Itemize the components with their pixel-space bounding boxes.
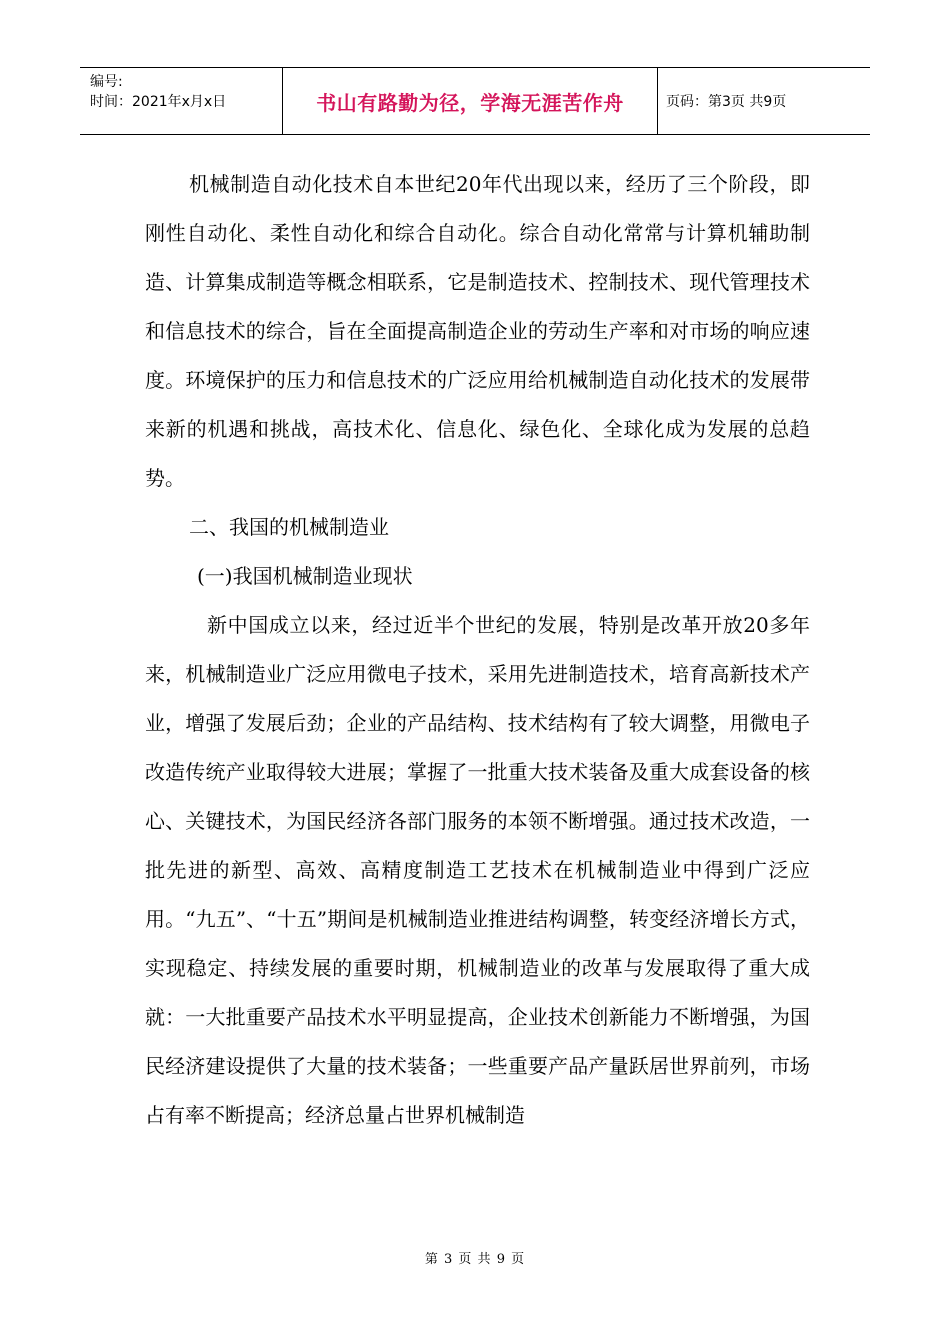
body-paragraph: 新中国成立以来，经过近半个世纪的发展，特别是改革开放20多年来，机械制造业广泛应用微电子技术，采用先进制造技术，培育高新技术产业，增强了发展后劲；企业的产品结构、技术结构有了较大调整，用微电子改造传统产业取得较大进展；掌握了一批重大技术装备及重大成套设备的核心、关键技术，为国民经济各部门服务的本领不断增强。通过技术改造，一批先进的新型、高效、高精度制造工艺技术在机械制造业中得到广泛应用。“九五”、“十五”期间是机械制造业推进结构调整，转变经济增长方式，实现稳定、持续发展的重要时期，机械制造业的改革与发展取得了重大成就：一大批重要产品技术水平明显提高，企业技术创新能力不断增强，为国民经济建设提供了大量的技术装备；一些重要产品产量跃居世界前列，市场占有率不断提高；经济总量占世界机械制造 — [145, 613, 810, 1127]
page-footer: 第 3 页 共 9 页 — [424, 1252, 526, 1267]
subsection-heading: (一)我国机械制造业现状 — [197, 564, 413, 588]
header-meta — [80, 68, 283, 134]
document-number-label: 编号: — [90, 74, 123, 90]
page-header — [80, 67, 870, 135]
document-date: 时间：2021年x月x日 — [90, 94, 227, 110]
document-body — [145, 160, 810, 1140]
header-page-code: 页码：第3页 共9页 — [666, 94, 787, 110]
section-heading: 二、我国的机械制造业 — [189, 515, 389, 539]
body-paragraph: 机械制造自动化技术自本世纪20年代出现以来，经历了三个阶段，即刚性自动化、柔性自动化和综合自动化。综合自动化常常与计算机辅助制造、计算集成制造等概念相联系，它是制造技术、控制技术、现代管理技术和信息技术的综合，旨在全面提高制造企业的劳动生产率和对市场的响应速度。环境保护的压力和信息技术的广泛应用给机械制造自动化技术的发展带来新的机遇和挑战，高技术化、信息化、绿色化、全球化成为发展的总趋势。 — [145, 172, 810, 490]
header-motto: 书山有路勤为径，学海无涯苦作舟 — [283, 68, 658, 134]
